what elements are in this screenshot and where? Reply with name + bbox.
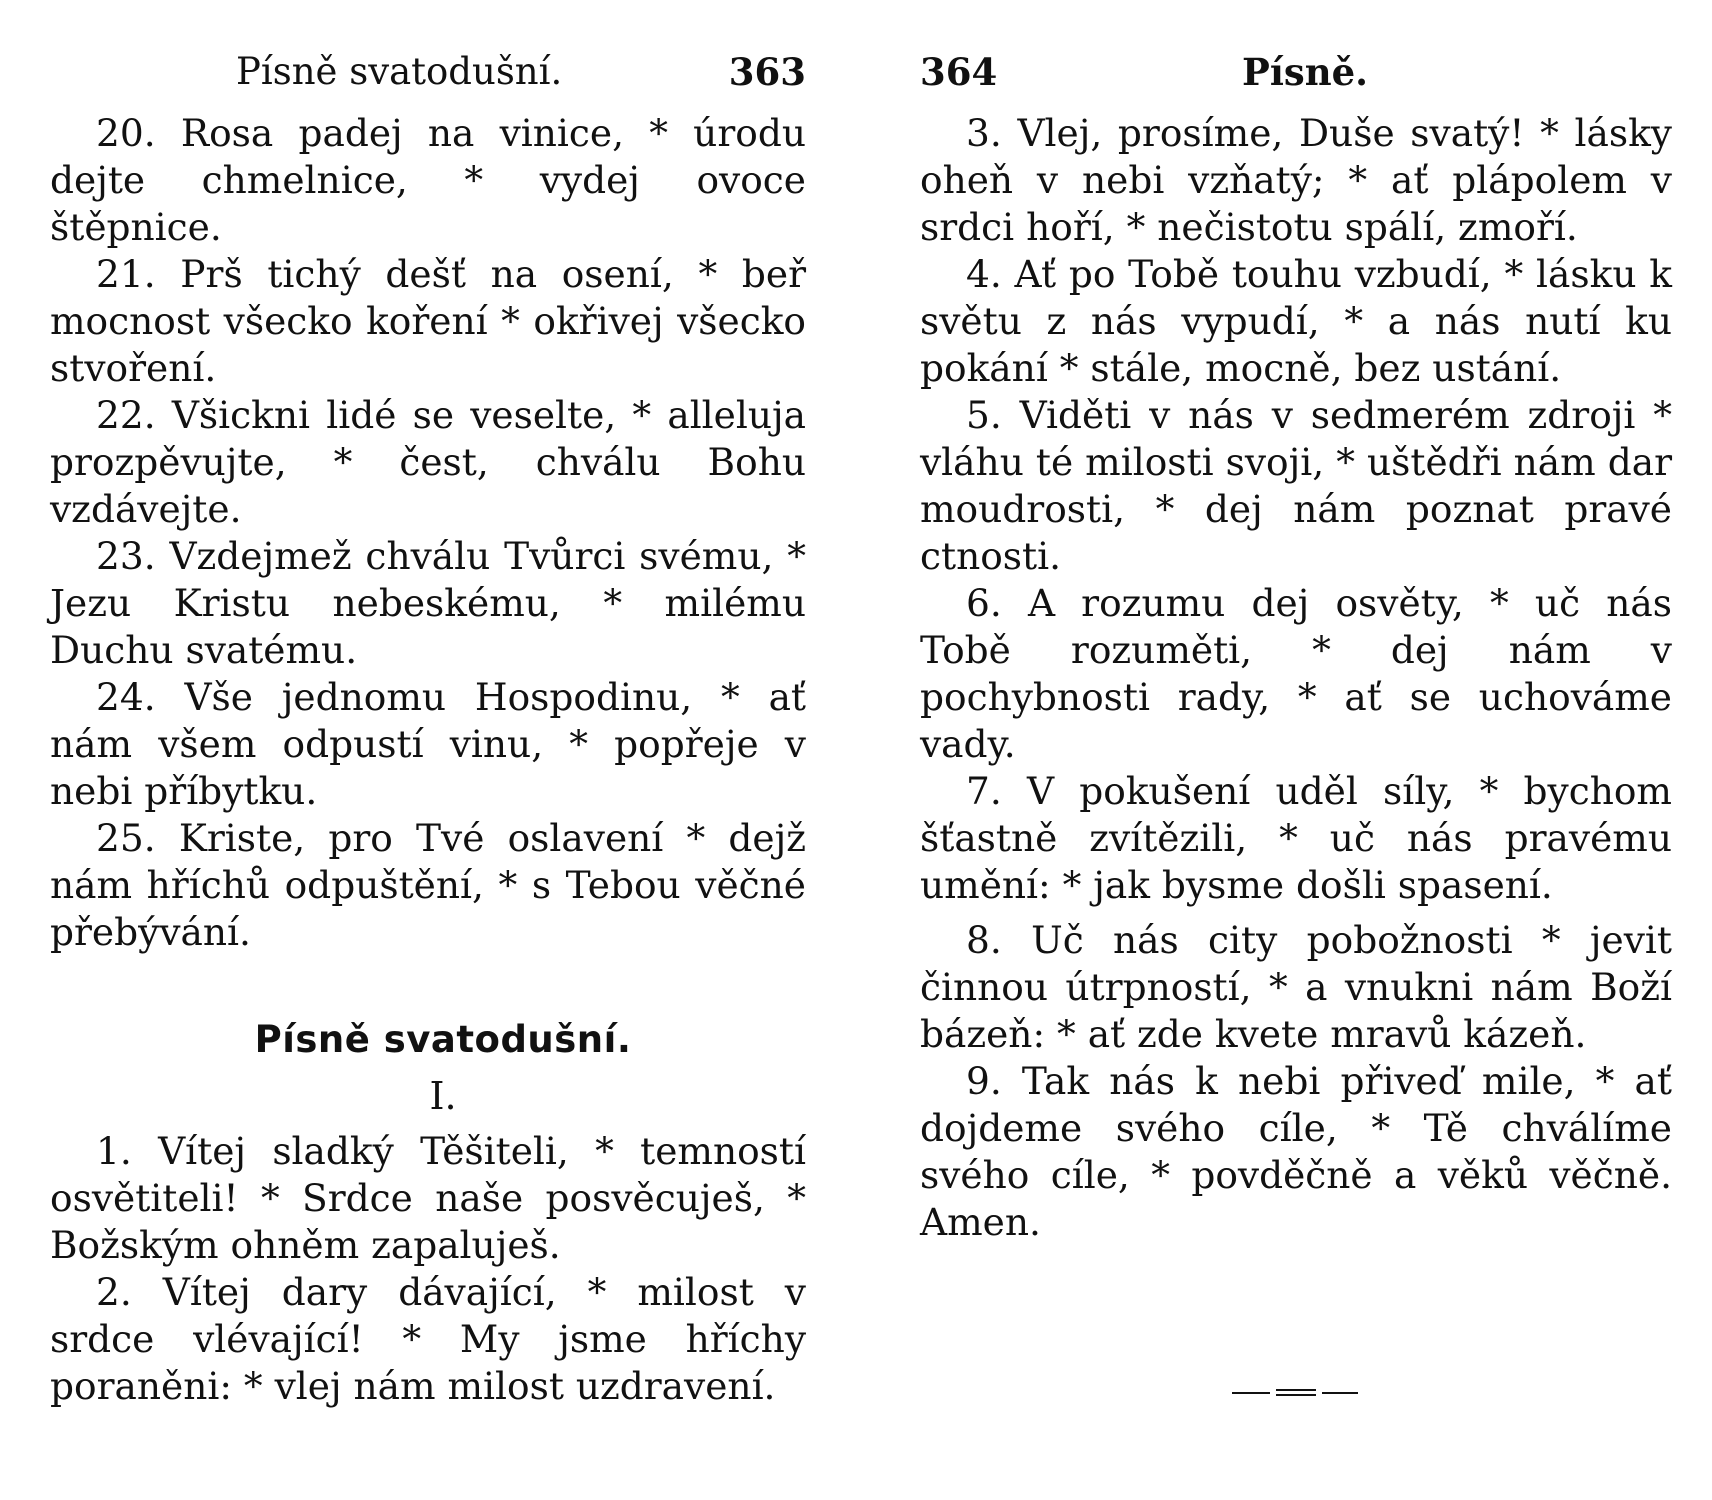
right-running-head: [920, 0, 1672, 110]
right-verses: [920, 110, 1672, 1246]
verse-24: 24. Vše jednomu Hospodinu, * ať nám všem odpustí vinu, * popřeje v nebi příbytku.: [50, 675, 806, 813]
hymn-verse-6: 6. A rozumu dej osvěty, * uč nás Tobě rozuměti, * dej nám v pochybnosti rady, * ať se uchováme vady.: [920, 581, 1672, 766]
verse-21: 21. Prš tichý dešť na osení, * beř mocnost všecko koření * okřivej všecko stvoření.: [50, 252, 806, 390]
section-title: Písně svatodušní.: [254, 1018, 632, 1061]
end-ornament-divider: [1232, 1388, 1358, 1398]
hymn-verse-8: 8. Uč nás city pobožnosti * jevit činnou útrpností, * a vnukni nám Boží bázeň: * ať zde kvete mravů kázeň.: [920, 918, 1672, 1056]
left-page-number: 363: [728, 50, 806, 94]
right-header-title: Písně.: [1242, 50, 1369, 94]
section-verses: [50, 1128, 806, 1410]
hymn-verse-4: 4. Ať po Tobě touhu vzbudí, * lásku k světu z nás vypudí, * a nás nutí ku pokání * stále, mocně, bez ustání.: [920, 252, 1672, 390]
verse-23: 23. Vzdejmež chválu Tvůrci svému, * Jezu Kristu nebeskému, * milému Duchu svatému.: [50, 534, 806, 672]
hymn-verse-5: 5. Viděti v nás v sedmerém zdroji * vláhu té milosti svoji, * uštědři nám dar moudrosti, * dej nám poznat pravé ctnosti.: [920, 393, 1672, 578]
verse-20: 20. Rosa padej na vinice, * úrodu dejte chmelnice, * vydej ovoce štěpnice.: [50, 111, 806, 249]
hymn-verse-3: 3. Vlej, prosíme, Duše svatý! * lásky oheň v nebi vzňatý; * ať plápolem v srdci hoří, * nečistotu spálí, zmoří.: [920, 111, 1672, 249]
left-page: [50, 0, 806, 1410]
hymn-verse-9: 9. Tak nás k nebi přiveď mile, * ať dojdeme svého cíle, * Tě chválíme svého cíle, * povděčně a věků věčně. Amen.: [920, 1059, 1672, 1244]
hymn-verse-2: 2. Vítej dary dávající, * milost v srdce vlévající! * My jsme hříchy poraněni: * vlej nám milost uzdravení.: [50, 1270, 806, 1408]
hymn-verse-1: 1. Vítej sladký Těšiteli, * temností osvětiteli! * Srdce naše posvěcuješ, * Božským ohněm zapaluješ.: [50, 1129, 806, 1267]
right-page: [920, 0, 1672, 1246]
left-verses: [50, 110, 806, 956]
right-page-number: 364: [920, 50, 998, 94]
section-number: I.: [429, 1074, 457, 1118]
left-header-title: Písně svatodušní.: [236, 50, 563, 93]
left-running-head: [50, 0, 806, 110]
hymn-verse-7: 7. V pokušení uděl síly, * bychom šťastně zvítězili, * uč nás pravému umění: * jak bysme došli spasení.: [920, 769, 1672, 907]
verse-22: 22. Všickni lidé se veselte, * alleluja prozpěvujte, * čest, chválu Bohu vzdávejte.: [50, 393, 806, 531]
verse-25: 25. Kriste, pro Tvé oslavení * dejž nám hříchů odpuštění, * s Tebou věčné přebývání.: [50, 816, 806, 954]
